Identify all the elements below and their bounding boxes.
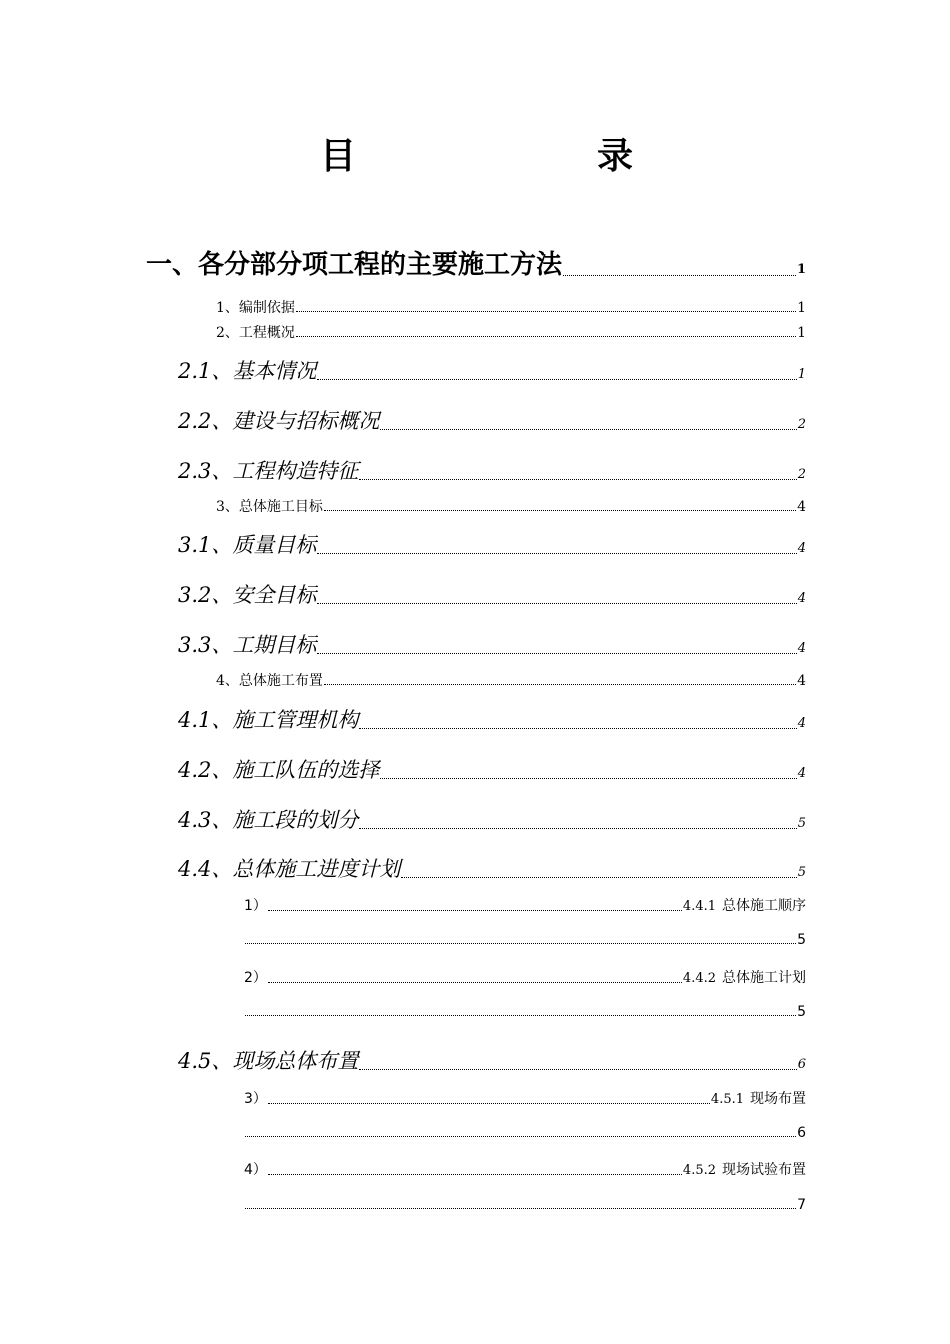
dot-leader <box>317 377 796 380</box>
toc-page-number: 4 <box>797 673 806 689</box>
dot-leader <box>317 651 796 654</box>
dot-leader <box>296 334 796 337</box>
toc-entry[interactable] <box>178 629 806 659</box>
toc-entry[interactable] <box>178 853 806 883</box>
toc-entry-marker: 3） <box>244 1091 267 1107</box>
toc-page-number: 1 <box>797 300 806 316</box>
dot-leader <box>268 1172 682 1175</box>
toc-entry-number: 4.4.1 <box>682 899 716 914</box>
dot-leader <box>296 309 796 312</box>
dot-leader <box>268 1101 710 1104</box>
toc-entry[interactable] <box>244 895 806 915</box>
toc-page-number: 6 <box>797 1125 806 1141</box>
toc-page-number: 5 <box>797 816 806 831</box>
toc-entry[interactable] <box>178 804 806 834</box>
toc-entry-text: 4、总体施工布置 <box>216 673 323 689</box>
toc-entry-number: 4.5.2 <box>682 1163 716 1178</box>
toc-page-number: 4 <box>797 716 806 731</box>
toc-page-number: 1 <box>796 262 806 277</box>
toc-entry[interactable] <box>244 1088 806 1108</box>
toc-entry-text: 总体施工计划 <box>722 970 806 986</box>
dot-leader <box>317 551 796 554</box>
toc-entry[interactable] <box>178 455 806 485</box>
dot-leader <box>245 1013 796 1016</box>
dot-leader <box>268 980 682 983</box>
toc-entry-text: 3.2、安全目标 <box>178 583 317 607</box>
toc-entry-text: 4.2、施工队伍的选择 <box>178 758 380 782</box>
toc-entry[interactable] <box>244 967 806 987</box>
toc-page-number: 4 <box>797 541 806 556</box>
dot-leader <box>245 941 796 944</box>
toc-page-number: 5 <box>797 1004 806 1020</box>
toc-page-number: 6 <box>797 1057 806 1072</box>
toc-entry-text: 一、各分部分项工程的主要施工方法 <box>146 250 563 280</box>
toc-entry[interactable] <box>216 496 806 516</box>
toc-entry-continuation[interactable] <box>244 1197 806 1213</box>
toc-entry-text: 3.1、质量目标 <box>178 533 317 557</box>
dot-leader <box>324 508 796 511</box>
toc-entry-marker: 4） <box>244 1162 267 1178</box>
dot-leader <box>359 826 796 829</box>
toc-entry[interactable] <box>178 1045 806 1075</box>
toc-entry-number: 4.4.2 <box>682 971 716 986</box>
toc-entry[interactable] <box>146 244 806 281</box>
toc-page-number: 4 <box>797 766 806 781</box>
toc-entry[interactable] <box>178 754 806 784</box>
toc-page-number: 4 <box>797 591 806 606</box>
title-char-2: 录 <box>597 136 634 177</box>
dot-leader <box>245 1206 796 1209</box>
toc-entry-text: 2.1、基本情况 <box>178 359 317 383</box>
toc-page-number: 2 <box>797 417 806 432</box>
toc-entry-continuation[interactable] <box>244 932 806 948</box>
toc-entry-text: 4.1、施工管理机构 <box>178 708 359 732</box>
dot-leader <box>317 601 796 604</box>
toc-entry[interactable] <box>178 529 806 559</box>
toc-entry-number: 4.5.1 <box>710 1092 744 1107</box>
toc-entry-marker: 2） <box>244 970 267 986</box>
toc-page-number: 2 <box>797 467 806 482</box>
dot-leader <box>245 1134 796 1137</box>
toc-page-number: 1 <box>797 325 806 341</box>
dot-leader <box>401 875 796 878</box>
toc-entry-continuation[interactable] <box>244 1004 806 1020</box>
dot-leader <box>359 1067 796 1070</box>
toc-entry[interactable] <box>178 704 806 734</box>
toc-entry-continuation[interactable] <box>244 1125 806 1141</box>
toc-entry[interactable] <box>244 1159 806 1179</box>
dot-leader <box>563 273 796 276</box>
toc-entry-text: 3.3、工期目标 <box>178 633 317 657</box>
dot-leader <box>324 682 796 685</box>
dot-leader <box>380 427 796 430</box>
toc-entry[interactable] <box>216 322 806 342</box>
toc-entry-text: 2.2、建设与招标概况 <box>178 409 380 433</box>
toc-page-number: 7 <box>797 1197 806 1213</box>
toc-entry-text: 总体施工顺序 <box>722 898 806 914</box>
toc-entry[interactable] <box>216 297 806 317</box>
toc-entry-text: 2、工程概况 <box>216 325 295 341</box>
toc-page-number: 4 <box>797 641 806 656</box>
toc-entry[interactable] <box>178 355 806 385</box>
toc-entry[interactable] <box>178 579 806 609</box>
dot-leader <box>268 908 682 911</box>
toc-entry-text: 3、总体施工目标 <box>216 499 323 515</box>
toc-entry-text: 4.3、施工段的划分 <box>178 808 359 832</box>
title-char-1: 目 <box>320 136 357 177</box>
dot-leader <box>380 776 796 779</box>
toc-entry-text: 现场布置 <box>750 1091 806 1107</box>
toc-entry-text: 4.5、现场总体布置 <box>178 1049 359 1073</box>
toc-entry-marker: 1） <box>244 898 267 914</box>
dot-leader <box>359 477 796 480</box>
toc-page-number: 1 <box>797 367 806 382</box>
toc-page-number: 5 <box>797 932 806 948</box>
toc-page-number: 5 <box>797 865 806 880</box>
page-title <box>0 128 950 178</box>
toc-entry-text: 4.4、总体施工进度计划 <box>178 857 401 881</box>
toc-entry-text: 2.3、工程构造特征 <box>178 459 359 483</box>
toc-page-number: 4 <box>797 499 806 515</box>
dot-leader <box>359 726 796 729</box>
toc-entry-text: 1、编制依据 <box>216 300 295 316</box>
toc-entry-text: 现场试验布置 <box>722 1162 806 1178</box>
toc-entry[interactable] <box>178 405 806 435</box>
toc-entry[interactable] <box>216 670 806 690</box>
